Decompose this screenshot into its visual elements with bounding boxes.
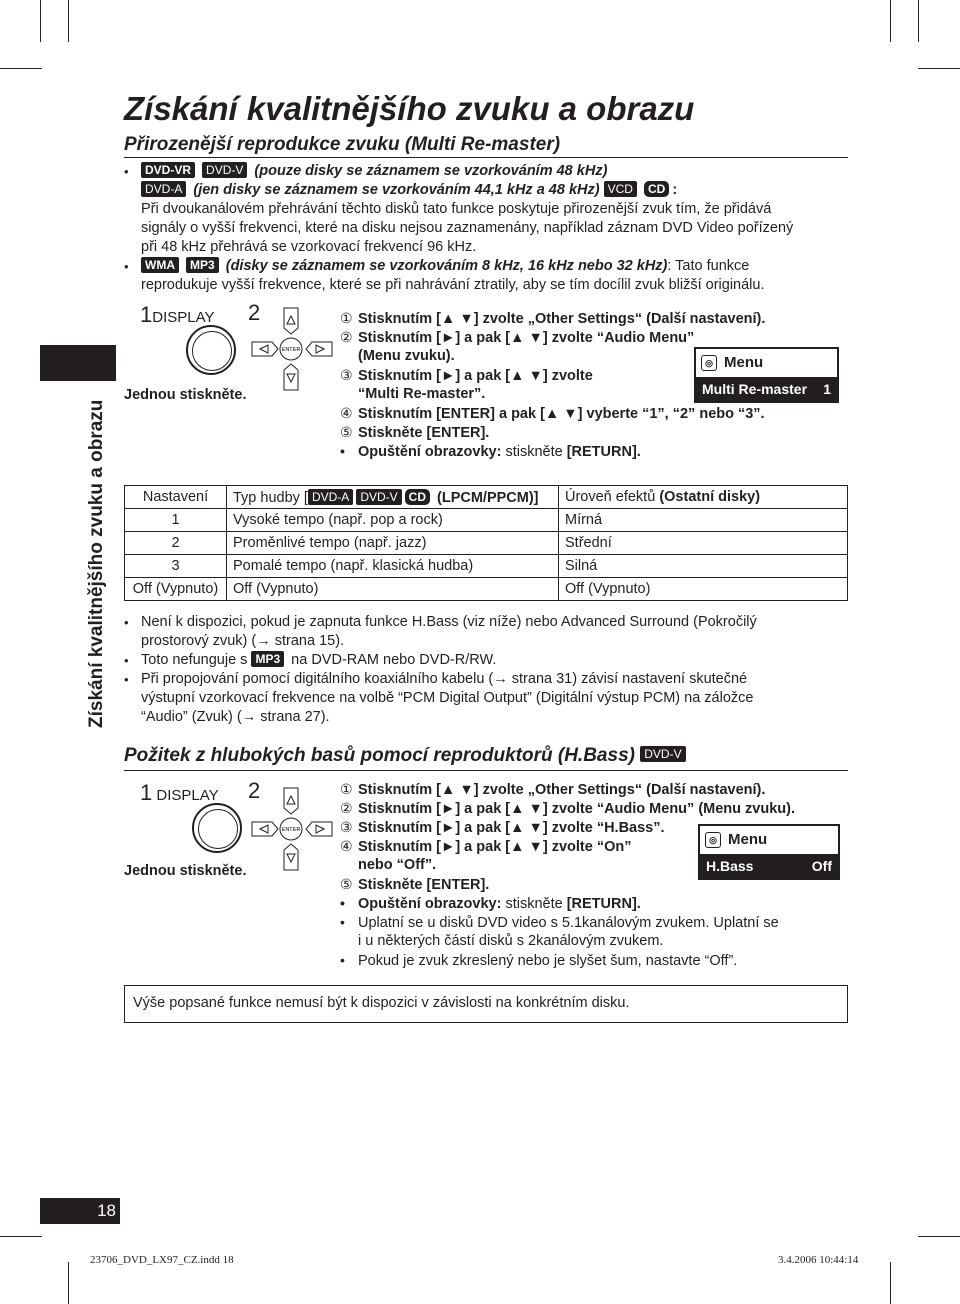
disc-note: (pouze disky se záznamem se vzorkováním 48 kHz)	[254, 163, 608, 179]
up-arrow-icon	[284, 308, 298, 334]
step-2-number: 2	[248, 778, 261, 803]
step-number-icon: ③	[340, 819, 353, 835]
step-1-label	[140, 302, 215, 328]
table-header-row	[125, 486, 848, 509]
osd-menu-title: Menu	[728, 831, 768, 848]
table-header-cell: Typ hudby [ DVD-A DVD-V CD (LPCM/PPCM)]	[227, 486, 559, 509]
exit-instruction: • Opuštění obrazovky: stiskněte [RETURN].	[340, 895, 641, 912]
note-line: prostorový zvuk) (→ strana 15).	[141, 633, 345, 649]
step-item: (Menu zvuku).	[358, 348, 455, 364]
step-number-icon: ①	[340, 310, 353, 326]
step-number: 1	[140, 780, 153, 805]
paragraph-line: při 48 kHz přehrává se vzorkovací frekvencí 96 kHz.	[141, 239, 477, 255]
step-number-icon: ⑤	[340, 876, 353, 892]
disc-tag-dvda: DVD-A	[308, 489, 353, 505]
note-line: výstupní vzorkovací frekvence na volbě “PCM Digital Output” (Digitální výstup PCM) na záložce	[141, 690, 754, 706]
side-label: Získání kvalitnějšího zvuku a obrazu	[86, 399, 107, 728]
osd-item-label: H.Bass	[706, 858, 754, 874]
up-arrow-icon	[284, 788, 298, 814]
table-row: 3 Pomalé tempo (např. klasická hudba) Silná	[125, 555, 848, 578]
heading-rule	[124, 770, 848, 771]
note-item: • Uplatní se u disků DVD video s 5.1kanálovým zvukem. Uplatní se	[340, 914, 779, 931]
enter-label: ENTER	[281, 827, 301, 833]
note-line: “Audio” (Zvuk) (→ strana 27).	[141, 709, 330, 725]
disc-tag-mp3: MP3	[251, 651, 284, 667]
page-title: Získání kvalitnějšího zvuku a obrazu	[124, 90, 695, 127]
availability-note-box: Výše popsané funkce nemusí být k dispozici v závislosti na konkrétním disku.	[124, 985, 848, 1023]
disc-tag-wma: WMA	[141, 257, 179, 273]
crop-mark	[918, 0, 919, 42]
step-number: 1	[140, 302, 153, 327]
step-number-icon: ②	[340, 329, 353, 345]
display-label: DISPLAY	[156, 787, 219, 804]
note-line: Není k dispozici, pokud je zapnuta funkce H.Bass (viz níže) nebo Advanced Surround (Pokročilý	[141, 614, 757, 630]
exit-instruction: • Opuštění obrazovky: stiskněte [RETURN].	[340, 443, 641, 460]
step-item: ③ Stisknutím [►] a pak [▲ ▼] zvolte	[340, 367, 593, 384]
right-arrow-icon	[306, 822, 332, 836]
crop-mark	[918, 68, 960, 69]
crop-mark	[0, 68, 42, 69]
navigation-pad[interactable]	[250, 784, 334, 874]
note-item: i u některých částí disků s 2kanálovým zvukem.	[358, 933, 664, 949]
step-number-icon: ②	[340, 800, 353, 816]
step-item: ④ Stisknutím [ENTER] a pak [▲ ▼] vyberte “1”, “2” nebo “3”.	[340, 405, 765, 422]
down-arrow-icon	[284, 844, 298, 870]
step-item: nebo “Off”.	[358, 857, 437, 873]
note-line: Při propojování pomocí digitálního koaxiálního kabelu (→ strana 31) závisí nastavení skutečné	[141, 671, 748, 687]
bullet: •	[124, 164, 129, 179]
disc-tag-cd: CD	[644, 181, 669, 197]
press-once-label: Jednou stiskněte.	[124, 863, 247, 879]
crop-mark	[890, 1262, 891, 1304]
note-line: Toto nefunguje s MP3 na DVD-RAM nebo DVD-R/RW.	[141, 652, 497, 668]
step-item: ① Stisknutím [▲ ▼] zvolte „Other Settings“ (Další nastavení).	[340, 310, 766, 327]
disc-tag-dvdv: DVD-V	[202, 162, 247, 178]
paragraph-line: reprodukuje vyšší frekvence, které se při nahrávání ztratily, aby se tím docílil zvuk bližší originálu.	[141, 277, 765, 293]
page-number: 18	[40, 1198, 120, 1224]
disc-tag-dvdv: DVD-V	[640, 746, 685, 762]
step-item: ③ Stisknutím [►] a pak [▲ ▼] zvolte “H.Bass”.	[340, 819, 665, 836]
step-1-label	[140, 780, 219, 806]
right-arrow-icon	[306, 342, 332, 356]
section-heading-multi-remaster: Přirozenější reprodukce zvuku (Multi Re-master)	[124, 134, 561, 155]
osd-item-value: 1	[823, 381, 831, 397]
bullet: •	[124, 672, 129, 687]
step-number-icon: ④	[340, 838, 353, 854]
step-number-icon: ④	[340, 405, 353, 421]
step-item: ② Stisknutím [►] a pak [▲ ▼] zvolte “Audio Menu”	[340, 329, 695, 346]
press-once-label: Jednou stiskněte.	[124, 387, 247, 403]
step-item: ① Stisknutím [▲ ▼] zvolte „Other Settings“ (Další nastavení).	[340, 781, 766, 798]
heading-rule	[124, 157, 848, 158]
display-label: DISPLAY	[152, 309, 215, 326]
step-item: ⑤ Stiskněte [ENTER].	[340, 424, 490, 441]
osd-item-value: Off	[811, 858, 832, 874]
crop-mark	[68, 0, 69, 42]
bullet: •	[124, 259, 129, 274]
step-item: “Multi Re-master”.	[358, 386, 486, 402]
enter-label: ENTER	[281, 347, 301, 353]
settings-table	[124, 485, 848, 601]
bullet: •	[124, 653, 129, 668]
table-header-cell: Úroveň efektů (Ostatní disky)	[559, 486, 848, 509]
disc-icon: ◎	[701, 355, 717, 371]
bullet: •	[124, 615, 129, 630]
colon: :	[672, 182, 678, 198]
table-row: 1 Vysoké tempo (např. pop a rock) Mírná	[125, 509, 848, 532]
side-tab-marker	[40, 345, 116, 381]
disc-note-rest: : Tato funkce	[667, 258, 750, 274]
osd-menu-title: Menu	[724, 354, 764, 371]
disc-line-2	[141, 181, 677, 200]
step-item: ⑤ Stiskněte [ENTER].	[340, 876, 490, 893]
crop-mark	[890, 0, 891, 42]
paragraph-line: signály o vyšší frekvenci, které na disku nejsou zaznamenány, například záznam DVD Video pořízený	[141, 220, 794, 236]
step-number-icon: ⑤	[340, 424, 353, 440]
crop-mark	[0, 1236, 42, 1237]
osd-item-label: Multi Re-master	[702, 381, 808, 397]
footer-file-name: 23706_DVD_LX97_CZ.indd 18	[90, 1254, 234, 1266]
crop-mark	[68, 1262, 69, 1304]
disc-tag-vcd: VCD	[604, 181, 637, 197]
paragraph-line: Při dvoukanálovém přehrávání těchto disků tato funkce poskytuje přirozenější zvuk tím, že přidává	[141, 201, 772, 217]
step-number-icon: ①	[340, 781, 353, 797]
disc-tag-mp3: MP3	[186, 257, 219, 273]
osd-menu-preview	[698, 824, 840, 880]
table-row: Off (Vypnuto) Off (Vypnuto) Off (Vypnuto)	[125, 578, 848, 601]
disc-tag-cd: CD	[405, 489, 430, 505]
note-item: • Pokud je zvuk zkreslený nebo je slyšet šum, nastavte “Off”.	[340, 952, 738, 969]
disc-icon: ◎	[705, 832, 721, 848]
footer-timestamp: 3.4.2006 10:44:14	[778, 1254, 859, 1266]
section-heading-hbass: Požitek z hlubokých basů pomocí reproduktorů (H.Bass) DVD-V	[124, 745, 689, 767]
table-header-cell: Nastavení	[125, 486, 227, 509]
step-item: ④ Stisknutím [►] a pak [▲ ▼] zvolte “On”	[340, 838, 632, 855]
disc-tag-dvda: DVD-A	[141, 181, 186, 197]
disc-tag-dvdvr: DVD-VR	[141, 162, 195, 178]
step-number-icon: ③	[340, 367, 353, 383]
crop-mark	[40, 0, 41, 42]
disc-line-1	[141, 162, 607, 181]
left-arrow-icon	[252, 342, 278, 356]
disc-note: (disky se záznamem se vzorkováním 8 kHz, 16 kHz nebo 32 kHz)	[225, 258, 668, 274]
left-arrow-icon	[252, 822, 278, 836]
step-item: ② Stisknutím [►] a pak [▲ ▼] zvolte “Audio Menu” (Menu zvuku).	[340, 800, 795, 817]
disc-line-wma	[141, 257, 749, 276]
table-row: 2 Proměnlivé tempo (např. jazz) Střední	[125, 532, 848, 555]
down-arrow-icon	[284, 364, 298, 390]
display-button[interactable]	[186, 325, 236, 375]
disc-note: (jen disky se záznamem se vzorkováním 44,1 kHz a 48 kHz)	[193, 182, 600, 198]
disc-tag-dvdv: DVD-V	[356, 489, 401, 505]
display-button[interactable]	[192, 803, 242, 853]
step-2-number: 2	[248, 300, 261, 325]
osd-menu-preview	[694, 347, 839, 403]
navigation-pad[interactable]	[250, 304, 334, 394]
crop-mark	[918, 1236, 960, 1237]
